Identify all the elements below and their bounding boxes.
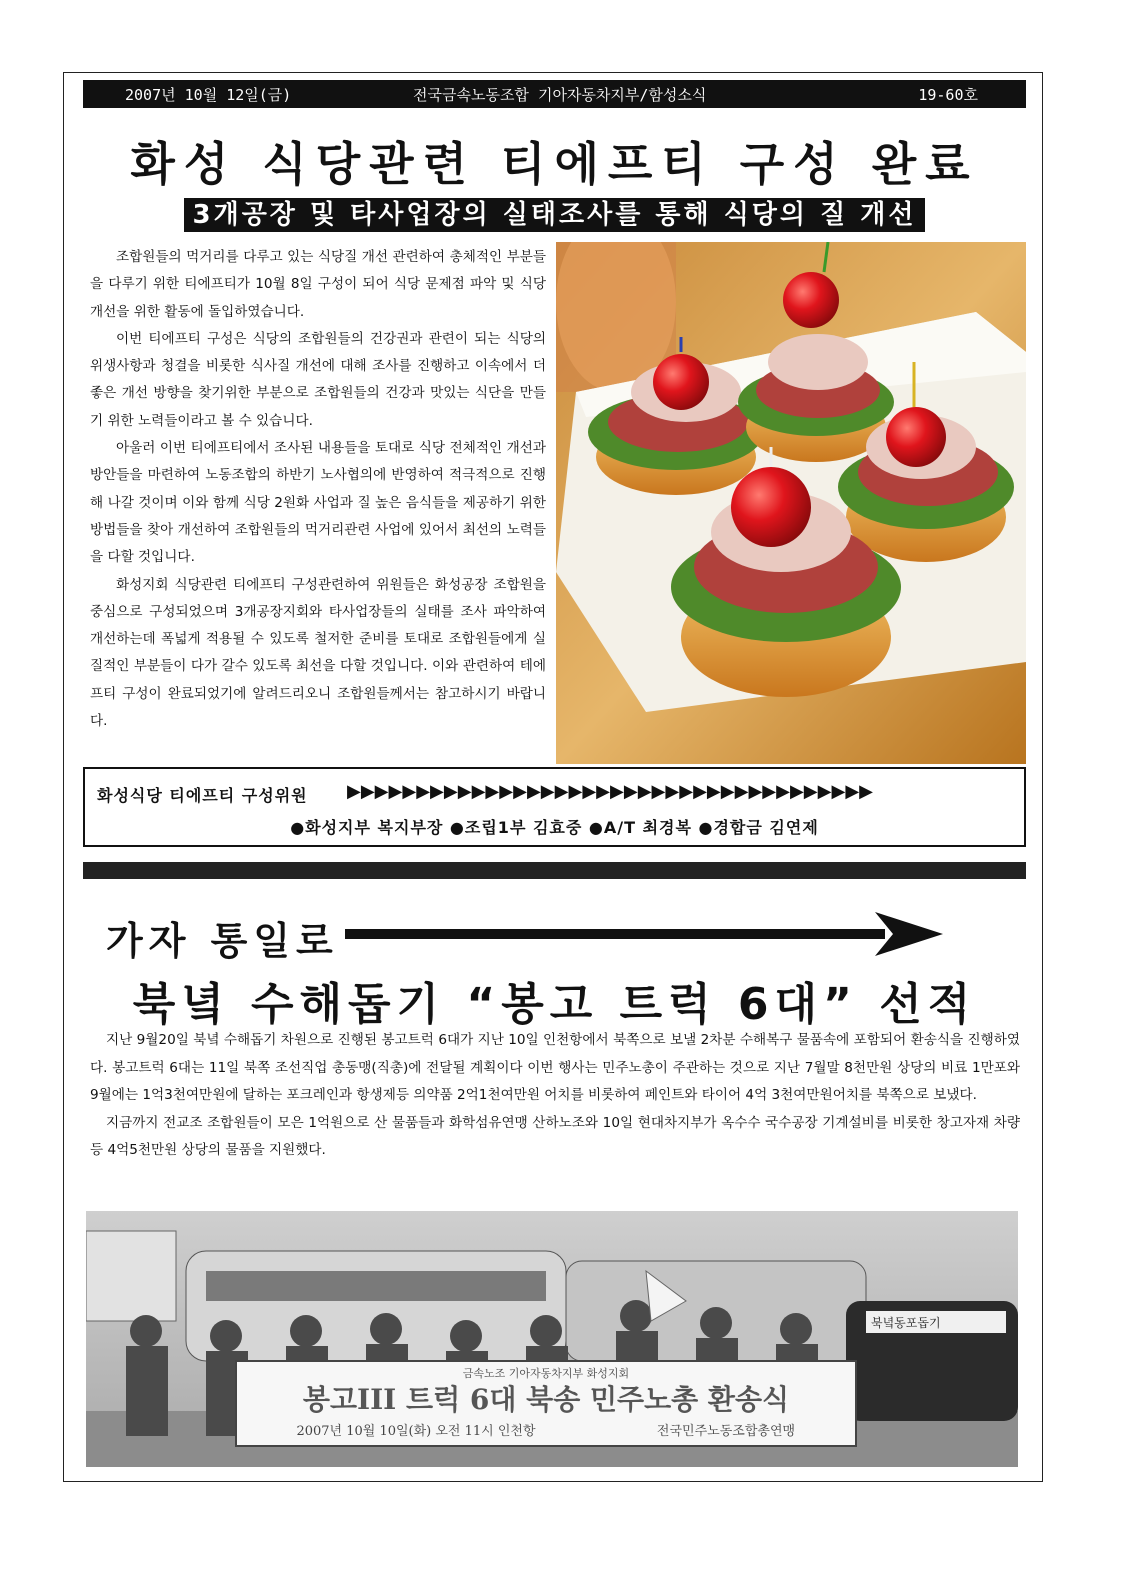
food-photo [556, 242, 1026, 764]
article2-headline-line2: 북녘 수해돕기 “봉고 트럭 6대” 선적 [132, 979, 977, 1030]
article1-subhead-wrap [83, 198, 1026, 232]
article1-headline: 화성 식당관련 티에프티 구성 완료 [130, 137, 979, 191]
article2-body [90, 1027, 1020, 1165]
committee-arrows: ▶▶▶▶▶▶▶▶▶▶▶▶▶▶▶▶▶▶▶▶▶▶▶▶▶▶▶▶▶▶▶▶▶▶▶▶▶▶ [347, 781, 874, 802]
banner-line3: 2007년 10월 10일(화) 오전 11시 인천항 [296, 1424, 536, 1439]
article2-paragraph: 지금까지 전교조 조합원들이 모은 1억원으로 산 물품들과 화학섬유연맹 산하노조와 10일 현대차지부가 옥수수 국수공장 기계설비를 비롯한 창고자재 차량등 4억5천만원 상당의 물품을 지원했다. [90, 1114, 1020, 1158]
committee-title: 화성식당 티에프티 구성위원 [97, 786, 308, 805]
banner-line1: 금속노조 기아자동차지부 화성지회 [462, 1367, 630, 1380]
banner-line2: 봉고III 트럭 6대 북송 민주노총 환송식 [302, 1383, 790, 1416]
right-arrow-icon [345, 912, 945, 956]
group-photo [86, 1211, 1018, 1467]
publication-name: 전국금속노동조합 기아자동차지부/함성소식 [413, 85, 707, 104]
article1-subhead: 3개공장 및 타사업장의 실태조사를 통해 식당의 질 개선 [184, 198, 924, 232]
article2-paragraph: 지난 9월20일 북녘 수해돕기 차원으로 진행된 봉고트럭 6대가 지난 10일 인천항에서 북쪽으로 보낼 2차분 수해복구 물품속에 포함되어 환송식을 진행하였다. 봉고트럭 6대는 11일 북쪽 조선직업 총동맹(직총)에 전달될 계획이다 이번 행사는 민주노총이 주관하는 것으로 지난 7월말 8천만원 상당의 비료 1만포와 9월에는 1억3천여만원에 달하는 포크레인과 항생제등 의약품 2억1천여만원 어치를 비롯하여 페인트와 타이어 4억 3천여만원어치를 북쪽으로 보냈다. [90, 1032, 1020, 1103]
committee-box [83, 767, 1026, 847]
article1-paragraph: 이번 티에프티 구성은 식당의 조합원들의 건강권과 관련이 되는 식당의 위생사항과 청결을 비롯한 식사질 개선에 대해 조사를 진행하고 이속에서 더 좋은 개선 방향을 찾기위한 부분으로 조합원들의 건강과 맛있는 식단을 만들기 위한 노력들이라고 볼 수 있습니다. [90, 330, 546, 429]
article1-body [90, 244, 546, 735]
article1-paragraph: 화성지회 식당관련 티에프티 구성관련하여 위원들은 화성공장 조합원을 중심으로 구성되었으며 3개공장지회와 타사업장들의 실태를 조사 파악하여 개선하는데 폭넓게 적용될 수 있도록 철저한 준비를 토대로 조합원들에게 실질적인 부분들이 다가 갈수 있도록 최선을 다할 것입니다. 이와 관련하여 테에프티 구성이 완료되었기에 알려드리오니 조합원들께서는 참고하시기 바랍니다. [90, 576, 546, 730]
issue-date: 2007년 10월 12일(금) [125, 85, 292, 104]
truck-sign: 북녘동포돕기 [871, 1316, 941, 1330]
section-divider [83, 862, 1026, 879]
committee-members: ●화성지부 복지부장 ●조립1부 김효중 ●A/T 최경복 ●경합금 김연제 [290, 818, 819, 837]
masthead-bar [83, 80, 1026, 108]
article1-paragraph: 조합원들의 먹거리를 다루고 있는 식당질 개선 관련하여 총체적인 부분들을 다루기 위한 티에프티가 10월 8일 구성이 되어 식당 문제점 파악 및 식당 개선을 위한 활동에 돌입하였습니다. [90, 249, 546, 320]
issue-number: 19-60호 [918, 85, 978, 104]
article1-paragraph: 아울러 이번 티에프티에서 조사된 내용들을 토대로 식당 전체적인 개선과 방안들을 마련하여 노동조합의 하반기 노사협의에 반영하여 적극적으로 진행해 나갈 것이며 이와 함께 식당 2원화 사업과 질 높은 음식들을 제공하기 위한 방법들을 찾아 개선하여 조합원들의 먹거리관련 사업에 있어서 최선의 노력들을 다할 것입니다. [90, 440, 546, 566]
article2-headline-line1: 가자 통일로 [106, 919, 339, 963]
banner-line4: 전국민주노동조합총연맹 [656, 1424, 796, 1439]
